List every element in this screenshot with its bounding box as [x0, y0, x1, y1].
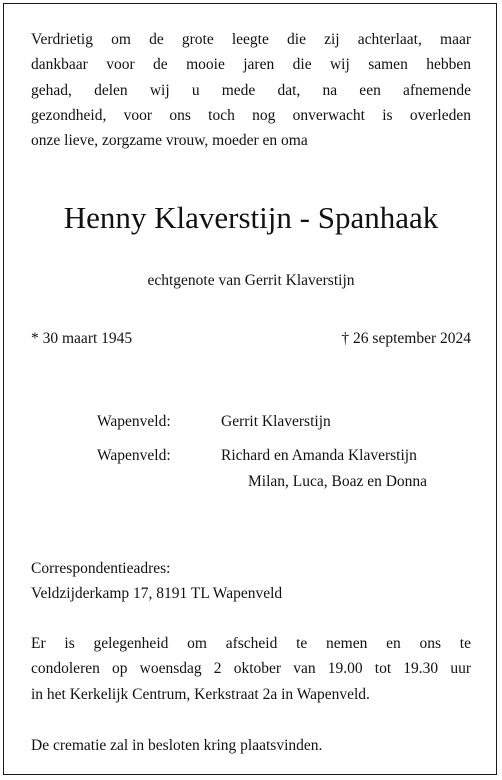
family-place: Wapenveld:	[97, 447, 171, 464]
correspondence-label: Correspondentieadres:	[31, 560, 171, 577]
intro-text	[31, 27, 471, 153]
family-names: Richard en Amanda Klaverstijn	[221, 447, 417, 464]
cremation-note: De crematie zal in besloten kring plaatsvinden.	[31, 737, 323, 754]
family-names: Milan, Luca, Boaz en Donna	[248, 473, 428, 490]
intro-line: Verdrietig om de grote leegte die zij achterlaat, maar	[31, 31, 471, 48]
family-names: Gerrit Klaverstijn	[221, 413, 331, 430]
deceased-name: Henny Klaverstijn - Spanhaak	[63, 200, 439, 235]
death-date: † 26 september 2024	[341, 330, 471, 347]
intro-line: gehad, delen wij u mede dat, na een afnemende	[31, 81, 471, 99]
condolence-line: condoleren op woensdag 2 oktober van 19.00 tot 19.30 uur	[31, 660, 471, 678]
spouse-line: echtgenote van Gerrit Klaverstijn	[147, 272, 355, 289]
condolence-line: Er is gelegenheid om afscheid te nemen en ons te	[31, 635, 471, 652]
correspondence-address: Veldzijderkamp 17, 8191 TL Wapenveld	[31, 585, 283, 603]
intro-line: gezondheid, voor ons toch nog onverwacht is overleden	[31, 106, 471, 124]
birth-date: * 30 maart 1945	[31, 330, 133, 347]
family-place: Wapenveld:	[97, 413, 171, 430]
condolence-block	[31, 631, 471, 707]
intro-line: onze lieve, zorgzame vrouw, moeder en oma	[31, 132, 308, 150]
correspondence-block	[31, 556, 471, 607]
intro-line: dankbaar voor de mooie jaren die wij samen hebben	[31, 56, 471, 74]
condolence-line: in het Kerkelijk Centrum, Kerkstraat 2a in Wapenveld.	[31, 685, 370, 703]
